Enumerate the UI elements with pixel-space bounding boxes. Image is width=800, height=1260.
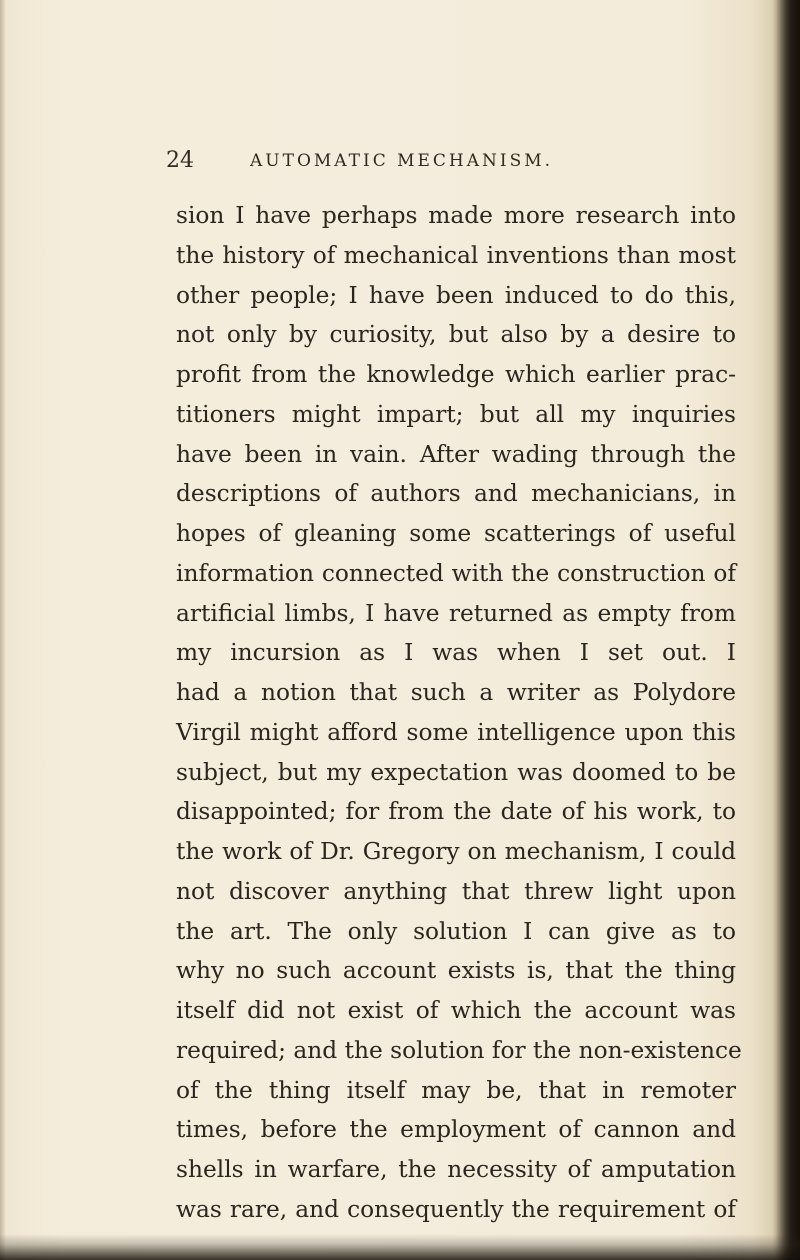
- text-line: hopes of gleaning some scatterings of useful: [176, 520, 736, 547]
- page-spine-shadow: [772, 0, 800, 1260]
- page-bottom-shadow: [0, 1234, 800, 1260]
- text-line: not discover anything that threw light upon: [176, 877, 736, 905]
- text-line: itself did not exist of which the account was: [176, 997, 736, 1024]
- text-line: profit from the knowledge which earlier prac-: [176, 361, 736, 388]
- text-line: times, before the employment of cannon and: [176, 1116, 736, 1144]
- text-line: other people; I have been induced to do this,: [176, 281, 736, 309]
- text-line: disappointed; for from the date of his work, to: [176, 798, 736, 826]
- running-head: AUTOMATIC MECHANISM.: [250, 151, 554, 171]
- page-number: 24: [166, 148, 194, 173]
- text-line: information connected with the construction of: [176, 559, 736, 587]
- text-line: descriptions of authors and mechanicians, in: [176, 480, 736, 508]
- text-line: sion I have perhaps made more research into: [176, 202, 736, 229]
- text-line: not only by curiosity, but also by a desire to: [176, 321, 736, 349]
- text-line: the history of mechanical inventions than most: [176, 241, 736, 269]
- text-line: the work of Dr. Gregory on mechanism, I could: [176, 838, 736, 865]
- text-line: titioners might impart; but all my inquiries: [176, 400, 736, 428]
- text-line: had a notion that such a writer as Polydore: [176, 679, 736, 706]
- body-text: [176, 196, 742, 1230]
- text-line: my incursion as I was when I set out. I: [176, 639, 736, 667]
- text-line: required; and the solution for the non-existence: [176, 1036, 742, 1064]
- text-line: why no such account exists is, that the thing: [176, 957, 736, 985]
- text-line: was rare, and consequently the requirement of: [176, 1195, 736, 1223]
- page-left-edge: [0, 0, 6, 1260]
- text-line: shells in warfare, the necessity of amputation: [176, 1156, 736, 1183]
- text-line: subject, but my expectation was doomed to be: [176, 758, 736, 786]
- text-line: artificial limbs, I have returned as empty from: [176, 599, 736, 627]
- text-line: Virgil might afford some intelligence upon this: [176, 718, 736, 746]
- text-line: of the thing itself may be, that in remoter: [176, 1076, 736, 1104]
- page-header: [166, 142, 726, 182]
- text-line: the art. The only solution I can give as to: [176, 917, 736, 945]
- text-line: have been in vain. After wading through the: [176, 440, 736, 468]
